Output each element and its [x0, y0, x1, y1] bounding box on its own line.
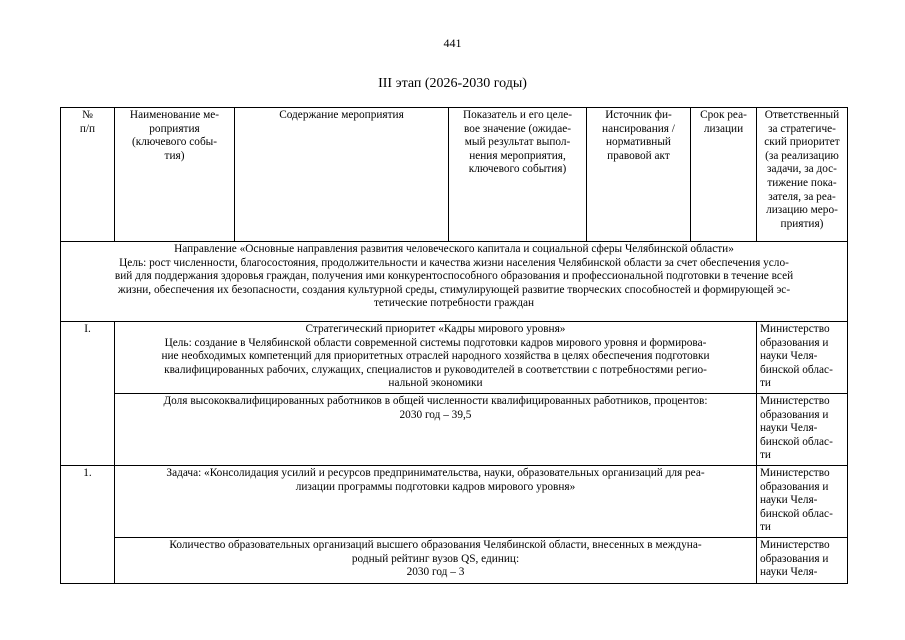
priority-indicator-text: Доля высококвалифицированных работников в общей численности квалифицированных работников, процентов: 2030 год – 39,5: [115, 394, 757, 466]
priority-title: Стратегический приоритет «Кадры мирового уровня»: [305, 323, 566, 335]
direction-title: Направление «Основные направления развития человеческого капитала и социальной сферы Челябинской области»: [174, 243, 734, 255]
direction-goal: Цель: рост численности, благосостояния, продолжительности и качества жизни населения Челябинской области за счет обеспечения усло- вий для поддержания здоровья граждан, получения ими конкурентоспособного образования и профессиональной подготовки в течение всей жизни, обеспечения их безопасности, создания культурной среды, стимулирующей развитие творческих способностей и формирующей эс- тетические потребности граждан: [114, 256, 794, 310]
task-responsible: Министерство образования и науки Челя- бинской облас- ти: [757, 465, 848, 537]
stage-title: III этап (2026-2030 годы): [378, 76, 527, 91]
direction-cell: [61, 242, 848, 322]
priority-indicator-row: [61, 394, 848, 466]
task-text: Задача: «Консолидация усилий и ресурсов предпринимательства, науки, образовательных организаций для реа- лизации программы подготовки кадров мирового уровня»: [115, 465, 757, 537]
priority-number: I.: [61, 322, 115, 466]
header-responsible: Ответственный за стратегиче- ский приоритет (за реализацию задачи, за дос- тижение пока- зателя, за реа- лизацию меро- приятия): [757, 108, 848, 242]
priority-cell: [115, 322, 757, 394]
priority-indicator-responsible: Министерство образования и науки Челя- бинской облас- ти: [757, 394, 848, 466]
task-indicator-text: Количество образовательных организаций высшего образования Челябинской области, внесенных в междуна- родный рейтинг вузов QS, единиц: 2030 год – 3: [115, 537, 757, 583]
task-indicator-responsible: Министерство образования и науки Челя-: [757, 537, 848, 583]
direction-row: [61, 242, 848, 322]
page-number: 441: [443, 36, 462, 50]
priority-row: [61, 322, 848, 394]
task-indicator-row: [61, 537, 848, 583]
task-number: 1.: [61, 465, 115, 583]
header-event-name: Наименование ме- роприятия (ключевого собы- тия): [115, 108, 235, 242]
header-event-content: Содержание мероприятия: [235, 108, 449, 242]
priority-responsible: Министерство образования и науки Челя- бинской облас- ти: [757, 322, 848, 394]
header-term: Срок реа- лизации: [691, 108, 757, 242]
table-header-row: [61, 108, 848, 242]
header-indicator: Показатель и его целе- вое значение (ожидае- мый результат выпол- нения мероприятия, ключевого события): [449, 108, 587, 242]
action-plan-table: [60, 107, 848, 584]
header-funding-source: Источник фи- нансирования / нормативный правовой акт: [587, 108, 691, 242]
priority-goal: Цель: создание в Челябинской области современной системы подготовки кадров мирового уровня и формирова- ние необходимых компетенций для приоритетных отраслей народного хозяйства в целях обеспечения подготовки квалифицированных рабочих, служащих, специалистов и руководителей в соответствии с потребностями регио- нальной экономики: [161, 336, 710, 390]
task-row: [61, 465, 848, 537]
header-number: № п/п: [61, 108, 115, 242]
